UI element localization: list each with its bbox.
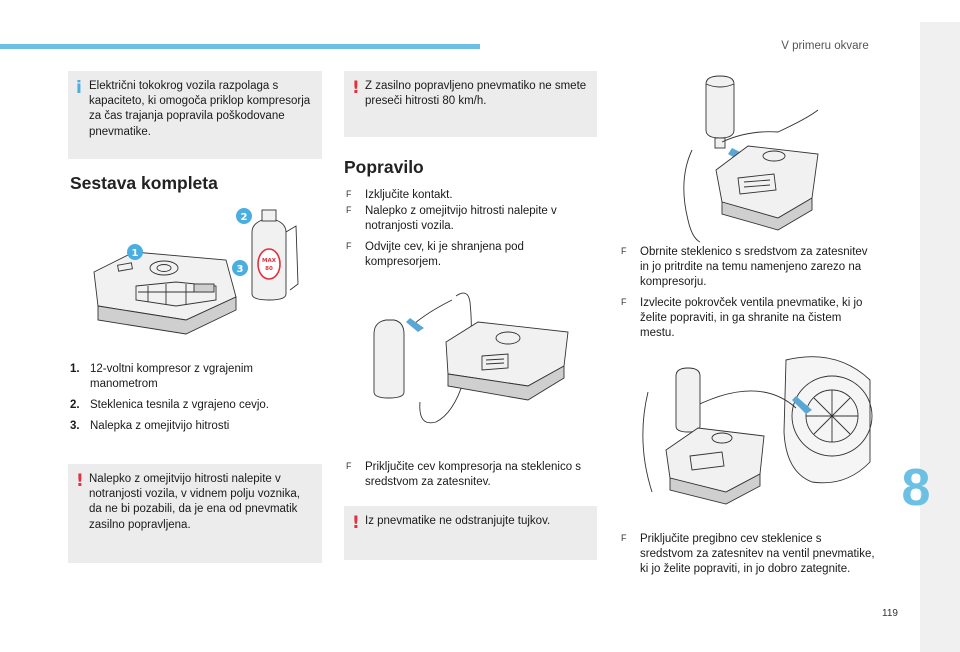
info-note-box [68,71,322,159]
list-item: F Priključite pregibno cev steklenice s sredstvom za zatesnitev na ventil pnevmatike, ki jo želite popraviti, in jo dobro zategnite. [621,533,875,575]
warning-icon: ! [76,471,84,491]
hose-connect-illustration [358,282,598,442]
svg-text:2: 2 [240,212,248,223]
info-icon: i [76,78,82,98]
svg-text:80: 80 [265,266,273,272]
svg-text:3: 3 [236,264,244,275]
warning-icon: ! [352,513,360,533]
list-item: 3. Nalepka z omejitvijo hitrosti [70,419,230,432]
list-item: F Nalepko z omejitvijo hitrosti nalepite v notranjosti vozila. [346,204,557,232]
chapter-number: 8 [901,459,931,517]
page-number: 119 [882,608,898,619]
checkbox-marker-icon: F [621,246,627,256]
bottle-mount-illustration [678,70,838,248]
warning-sticker-text: Nalepko z omejitvijo hitrosti nalepite v notranjosti vozila, v vidnem polju voznika, da ne bi pozabili, da je ena od pnevmatik zasilno popravljena. [89,473,300,531]
components-list [70,362,320,440]
checkbox-marker-icon: F [346,461,352,471]
callout-1 [127,244,143,260]
callout-3 [232,260,248,276]
warning-sticker-box [68,464,322,563]
connect-step-list [345,460,595,496]
valve-step-list [620,532,876,583]
list-item: 1. 12-voltni kompresor z vgrajenim manometrom [70,363,253,390]
section-title-kit: Sestava kompleta [70,173,218,193]
svg-text:1: 1 [131,248,139,259]
checkbox-marker-icon: F [621,533,627,543]
list-item: F Izključite kontakt. [346,189,453,201]
kit-illustration [76,202,316,347]
compressor-drawing [94,252,236,334]
mount-steps-list [620,245,876,347]
warning-icon: ! [352,78,360,98]
foreign-object-warning-text: Iz pnevmatike ne odstranjujte tujkov. [365,515,551,527]
repair-steps-list [345,188,595,276]
speed-warning-box [344,71,597,137]
checkbox-marker-icon: F [346,189,352,199]
sealant-bottle-drawing [252,210,298,300]
valve-connect-illustration [636,352,876,517]
svg-text:MAX: MAX [262,258,276,264]
checkbox-marker-icon: F [346,240,352,251]
info-note-text: Električni tokokrog vozila razpolaga s kapaciteto, ki omogoča priklop kompresorja za čas trajanja popravila poškodovane pnevmatike. [89,80,311,138]
list-item: 2. Steklenica tesnila z vgrajeno cevjo. [70,398,269,411]
list-item: F Izvlecite pokrovček ventila pnevmatike, ki jo želite popraviti, in ga shranite na čistem mestu. [621,296,863,339]
callout-2 [236,208,252,224]
checkbox-marker-icon: F [346,204,352,215]
section-title-repair: Popravilo [344,157,424,177]
list-item: F Priključite cev kompresorja na steklenico s sredstvom za zatesnitev. [346,461,582,488]
top-accent-bar [0,44,480,49]
chapter-tab [920,22,960,652]
list-item: F Obrnite steklenico s sredstvom za zatesnitev in jo pritrdite na temu namenjeno zarezo na kompresorju. [621,246,868,288]
speed-warning-text: Z zasilno popravljeno pnevmatiko ne smete preseči hitrosti 80 km/h. [365,80,587,108]
list-item: F Odvijte cev, ki je shranjena pod kompresorjem. [346,240,524,268]
running-header: V primeru okvare [781,40,869,52]
checkbox-marker-icon: F [621,296,627,307]
foreign-object-warning-box [344,506,597,560]
